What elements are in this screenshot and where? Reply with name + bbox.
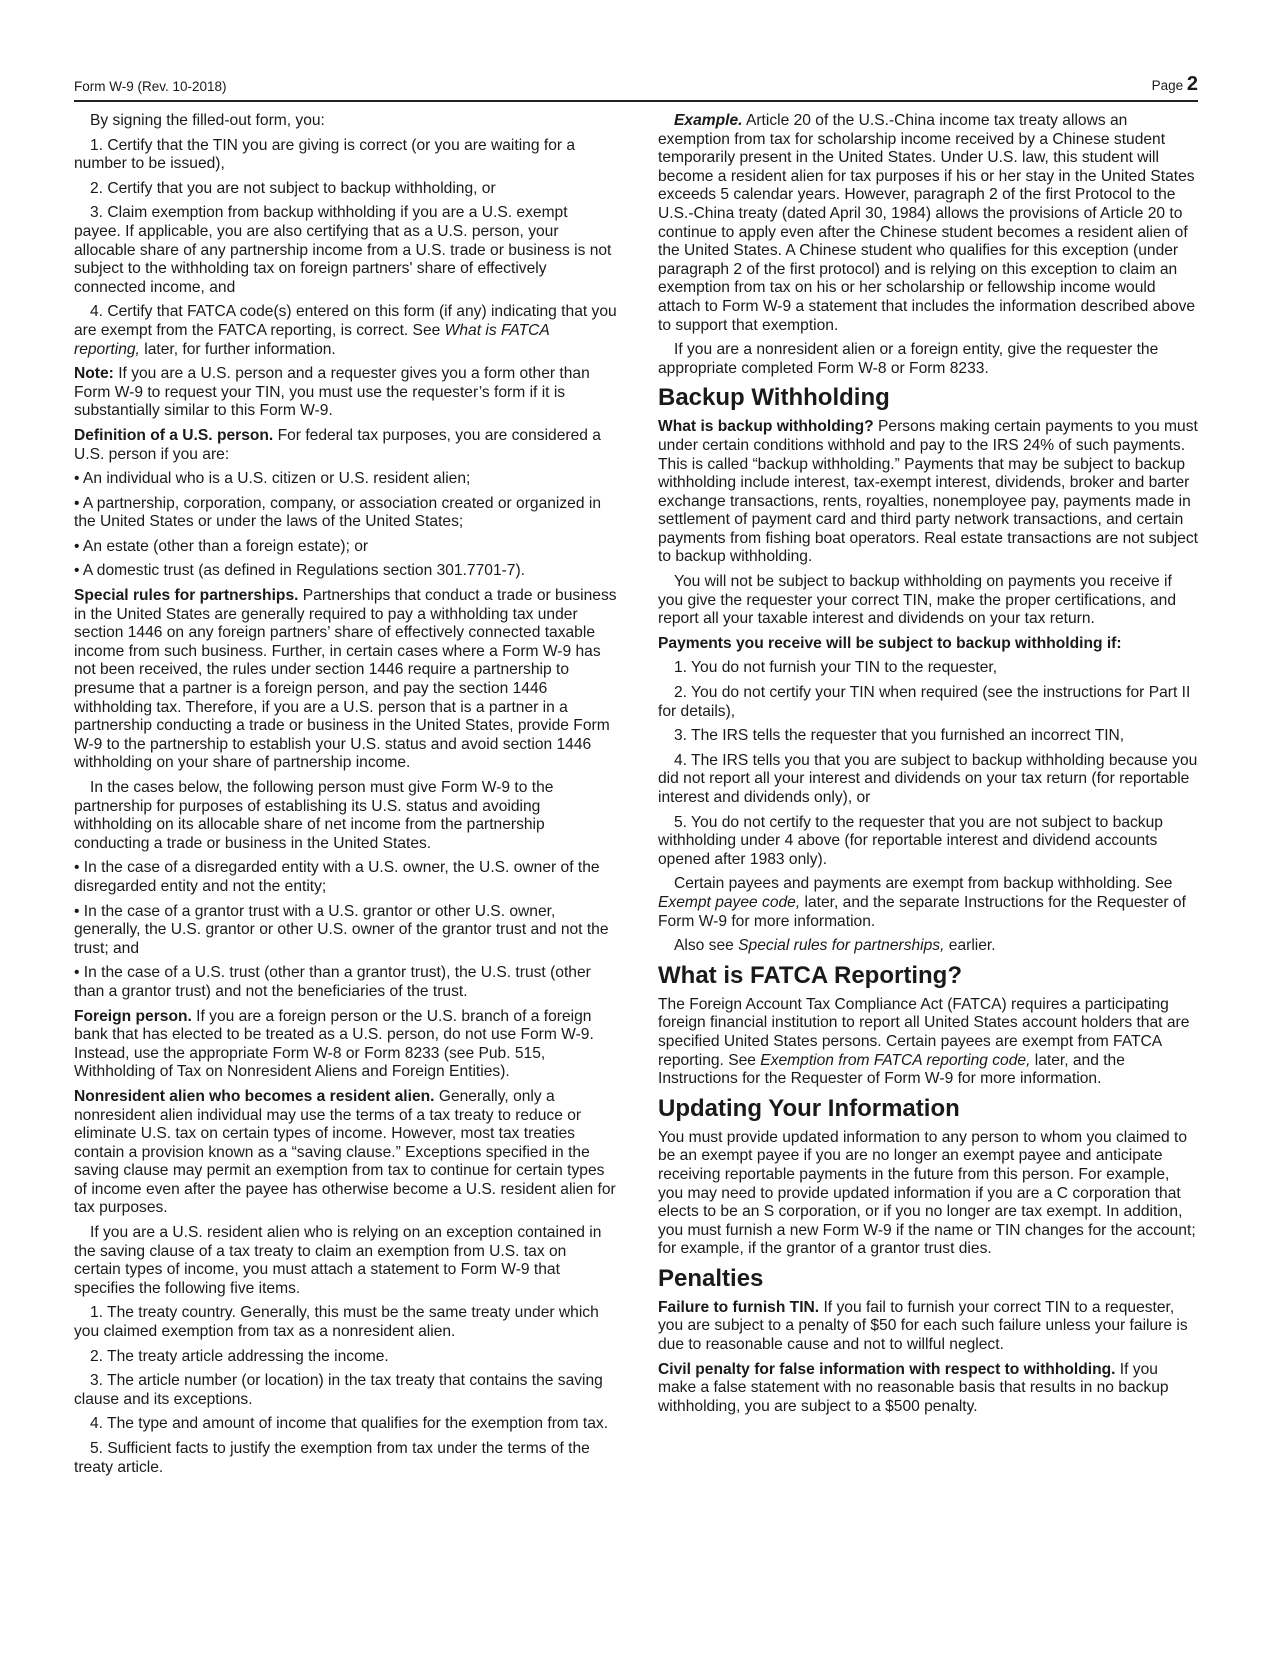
payments-item-5: 5. You do not certify to the requester that you are not subject to backup withholding under 4 above (for reportable interest and dividend accounts opened after 1983 only). bbox=[658, 813, 1163, 868]
note-text: If you are a U.S. person and a requester gives you a form other than Form W-9 to request your TIN, you must use the requester’s form if it is substantially similar to this Form W-9. bbox=[74, 365, 590, 420]
exempt-payees-tail: later, and the separate Instructions for the Requester of Form W-9 for more information. bbox=[658, 893, 1186, 930]
case-bullet-1: • In the case of a disregarded entity with a U.S. owner, the U.S. owner of the disregarded entity and not the entity; bbox=[74, 859, 600, 895]
backup-withholding-heading: Backup Withholding bbox=[658, 384, 890, 412]
right-column bbox=[658, 112, 1198, 1422]
payments-subject-label: Payments you receive will be subject to backup withholding if: bbox=[658, 634, 1122, 652]
updating-paragraph: You must provide updated information to any person to whom you claimed to be an exempt payee if you are no longer an exempt payee and anticipate receiving reportable payments in the future from this person. For example, you may need to provide updated information if you are a C corporation that elects to be an S corporation, or if you no longer are tax exempt. In addition, you must furnish a new Form W-9 if the name or TIN changes for the account; for example, if the grantor of a grantor trust dies. bbox=[658, 1128, 1196, 1258]
page-number: 2 bbox=[1186, 73, 1198, 95]
backup-withholding-paragraph bbox=[658, 418, 1198, 567]
civil-penalty-paragraph bbox=[658, 1361, 1198, 1417]
fatca-paragraph bbox=[658, 996, 1198, 1089]
penalties-heading: Penalties bbox=[658, 1264, 764, 1292]
page-label: Page bbox=[1151, 78, 1184, 93]
also-see-paragraph bbox=[658, 937, 1198, 956]
foreign-person-text: If you are a foreign person or the U.S. branch of a foreign bank that has elected to be treated as a U.S. person, do not use Form W-9. Instead, use the appropriate Form W-8 or Form 8233 (see Pub. 515, Withholding of Tax on Nonresident Aliens and Foreign Entities). bbox=[74, 1007, 594, 1081]
us-person-bullet-2: • A partnership, corporation, company, or association created or organized in the United States or under the laws of the United States; bbox=[74, 494, 601, 531]
payments-item-4: 4. The IRS tells you that you are subject to backup withholding because you did not report all your interest and dividends on your tax return (for reportable interest and dividends only), or bbox=[658, 751, 1198, 806]
example-label: Example. bbox=[674, 112, 743, 129]
special-rules-label: Special rules for partnerships. bbox=[74, 587, 299, 605]
example-text: Article 20 of the U.S.-China income tax treaty allows an exemption from tax for scholarship income received by a Chinese student temporarily present in the United States. Under U.S. law, this student will become a resident alien for tax purposes if his or her stay in the United States exceeds 5 calendar years. However, paragraph 2 of the first Protocol to the U.S.-China treaty (dated April 30, 1984) allows the provisions of Article 20 to continue to apply even after the Chinese student becomes a resident alien of the United States. A Chinese student who qualifies for this exception (under paragraph 2 of the first protocol) and is relying on this exception to claim an exemption from tax on his or her scholarship or fellowship income would attach to Form W-9 a statement that includes the information described above to support that exemption. bbox=[658, 112, 1196, 334]
nonresident-alien-text: Generally, only a nonresident alien individual may use the terms of a tax treaty to reduce or eliminate U.S. tax on certain types of income. However, most tax treaties contain a provision known as a “saving clause.” Exceptions specified in the saving clause may permit an exemption from tax to continue for certain types of income even after the payee has otherwise become a U.S. resident alien for tax purposes. bbox=[74, 1087, 616, 1217]
certify-item-4 bbox=[74, 303, 617, 359]
definition-text: For federal tax purposes, you are considered a U.S. person if you are: bbox=[74, 426, 601, 463]
left-column bbox=[74, 112, 617, 1483]
backup-withholding-text: Persons making certain payments to you must under certain conditions withhold and pay to the IRS 24% of such payments. This is called “backup withholding.” Payments that may be subject to backup withholding include interest, tax-exempt interest, dividends, broker and barter exchange transactions, rents, royalties, nonemployee pay, payments made in settlement of payment card and third party network transactions, and certain payments from fishing boat operators. Real estate transactions are not subject to backup withholding. bbox=[658, 418, 1199, 566]
example-paragraph bbox=[658, 112, 1198, 335]
case-bullet-2: • In the case of a grantor trust with a U.S. grantor or other U.S. owner, generally, the U.S. grantor or other U.S. owner of the grantor trust and not the trust; and bbox=[74, 902, 609, 957]
failure-to-furnish-paragraph bbox=[658, 1299, 1198, 1355]
us-person-bullet-3: • An estate (other than a foreign estate); or bbox=[74, 537, 369, 555]
treaty-item-1: 1. The treaty country. Generally, this must be the same treaty under which you claimed exemption from tax as a nonresident alien. bbox=[74, 1304, 599, 1341]
payments-subject-paragraph bbox=[658, 635, 1198, 654]
treaty-item-4: 4. The type and amount of income that qualifies for the exemption from tax. bbox=[90, 1415, 609, 1433]
us-person-bullet-1: • An individual who is a U.S. citizen or U.S. resident alien; bbox=[74, 470, 471, 488]
fatca-tail: later, and the Instructions for the Requester of Form W-9 for more information. bbox=[658, 1051, 1125, 1088]
paragraph-signing: By signing the filled-out form, you: bbox=[90, 112, 325, 129]
nonresident-paragraph: If you are a nonresident alien or a foreign entity, give the requester the appropriate completed Form W-8 or Form 8233. bbox=[658, 341, 1159, 377]
note-label: Note: bbox=[74, 365, 114, 383]
special-rules-paragraph bbox=[74, 587, 617, 773]
special-rules-text: Partnerships that conduct a trade or business in the United States are generally required to pay a withholding tax under section 1446 on any foreign partners’ share of effectively connected taxable income from such business. Further, in certain cases where a Form W-9 has not been received, the rules under section 1446 require a partnership to presume that a partner is a foreign person, and pay the section 1446 withholding tax. Therefore, if you are a U.S. person that is a partner in a partnership conducting a trade or business in the United States, provide Form W-9 to the partnership to establish your U.S. status and avoid section 1446 withholding on your share of partnership income. bbox=[74, 587, 617, 772]
case-bullet-3: • In the case of a U.S. trust (other than a grantor trust), the U.S. trust (other than a grantor trust) and not the beneficiaries of the trust. bbox=[74, 964, 591, 1000]
resident-alien-paragraph: If you are a U.S. resident alien who is relying on an exception contained in the saving clause of a tax treaty to claim an exemption from U.S. tax on certain types of income, you must attach a statement to Form W-9 that specifies the following five items. bbox=[74, 1224, 602, 1297]
civil-penalty-label: Civil penalty for false information with respect to withholding. bbox=[658, 1360, 1116, 1378]
fatca-text: The Foreign Account Tax Compliance Act (FATCA) requires a participating foreign financial institution to report all United States account holders that are specified United States persons. Certain payees are exempt from FATCA reporting. See bbox=[658, 995, 1190, 1069]
certify-item-3: 3. Claim exemption from backup withholding if you are a U.S. exempt payee. If applicable, you are also certifying that as a U.S. person, your allocable share of any partnership income from a U.S. trade or business is not subject to the withholding tax on foreign partners' share of effectively connected income, and bbox=[74, 204, 612, 296]
cases-paragraph: In the cases below, the following person must give Form W-9 to the partnership for purposes of establishing its U.S. status and avoiding withholding on its allocable share of net income from the partnership conducting a trade or business in the United States. bbox=[74, 779, 554, 852]
payments-item-1: 1. You do not furnish your TIN to the requester, bbox=[674, 659, 998, 677]
us-person-bullet-4: • A domestic trust (as defined in Regulations section 301.7701-7). bbox=[74, 562, 526, 580]
certify-item-1: 1. Certify that the TIN you are giving is correct (or you are waiting for a number to be issued), bbox=[74, 136, 576, 173]
page-number-label bbox=[1152, 73, 1198, 96]
treaty-item-3: 3. The article number (or location) in the tax treaty that contains the saving clause and its exceptions. bbox=[74, 1372, 603, 1408]
not-subject-paragraph: You will not be subject to backup withholding on payments you receive if you give the requester your correct TIN, make the proper certifications, and report all your taxable interest and dividends on your tax return. bbox=[658, 573, 1177, 628]
certify-item-2: 2. Certify that you are not subject to backup withholding, or bbox=[90, 179, 496, 197]
form-id: Form W-9 (Rev. 10-2018) bbox=[74, 79, 227, 94]
certify-item-4-tail: later, for further information. bbox=[139, 340, 336, 358]
fatca-reporting-reference: What is FATCA reporting, bbox=[74, 321, 550, 358]
note-paragraph bbox=[74, 365, 617, 421]
foreign-person-paragraph bbox=[74, 1008, 617, 1082]
treaty-item-5: 5. Sufficient facts to justify the exemption from tax under the terms of the treaty article. bbox=[74, 1440, 590, 1476]
special-rules-reference: Special rules for partnerships, bbox=[738, 937, 945, 955]
nonresident-alien-paragraph bbox=[74, 1088, 617, 1218]
updating-heading: Updating Your Information bbox=[658, 1094, 960, 1122]
treaty-item-2: 2. The treaty article addressing the income. bbox=[90, 1347, 389, 1365]
fatca-code-reference: Exemption from FATCA reporting code, bbox=[760, 1051, 1031, 1069]
certify-item-4-text: 4. Certify that FATCA code(s) entered on this form (if any) indicating that you are exempt from the FATCA reporting, is correct. See bbox=[74, 303, 617, 339]
exempt-payees-text: Certain payees and payments are exempt from backup withholding. See bbox=[674, 875, 1173, 893]
also-see-tail: earlier. bbox=[944, 937, 996, 955]
civil-penalty-text: If you make a false statement with no reasonable basis that results in no backup withholding, you are subject to a $500 penalty. bbox=[658, 1360, 1169, 1415]
payments-item-3: 3. The IRS tells the requester that you furnished an incorrect TIN, bbox=[674, 727, 1125, 745]
failure-to-furnish-text: If you fail to furnish your correct TIN to a requester, you are subject to a penalty of $50 for each such failure unless your failure is due to reasonable cause and not to willful neglect. bbox=[658, 1298, 1188, 1354]
payments-item-2: 2. You do not certify your TIN when required (see the instructions for Part II for details), bbox=[658, 684, 1191, 720]
definition-paragraph bbox=[74, 427, 617, 464]
exempt-payees-paragraph bbox=[658, 875, 1198, 931]
definition-label: Definition of a U.S. person. bbox=[74, 426, 274, 444]
also-see-text: Also see bbox=[674, 937, 739, 955]
foreign-person-label: Foreign person. bbox=[74, 1007, 192, 1025]
nonresident-alien-label: Nonresident alien who becomes a resident alien. bbox=[74, 1087, 435, 1105]
failure-to-furnish-label: Failure to furnish TIN. bbox=[658, 1298, 820, 1316]
backup-withholding-label: What is backup withholding? bbox=[658, 418, 874, 436]
page-header bbox=[74, 72, 1198, 102]
exempt-payee-code-reference: Exempt payee code, bbox=[658, 893, 801, 911]
fatca-heading: What is FATCA Reporting? bbox=[658, 961, 962, 989]
